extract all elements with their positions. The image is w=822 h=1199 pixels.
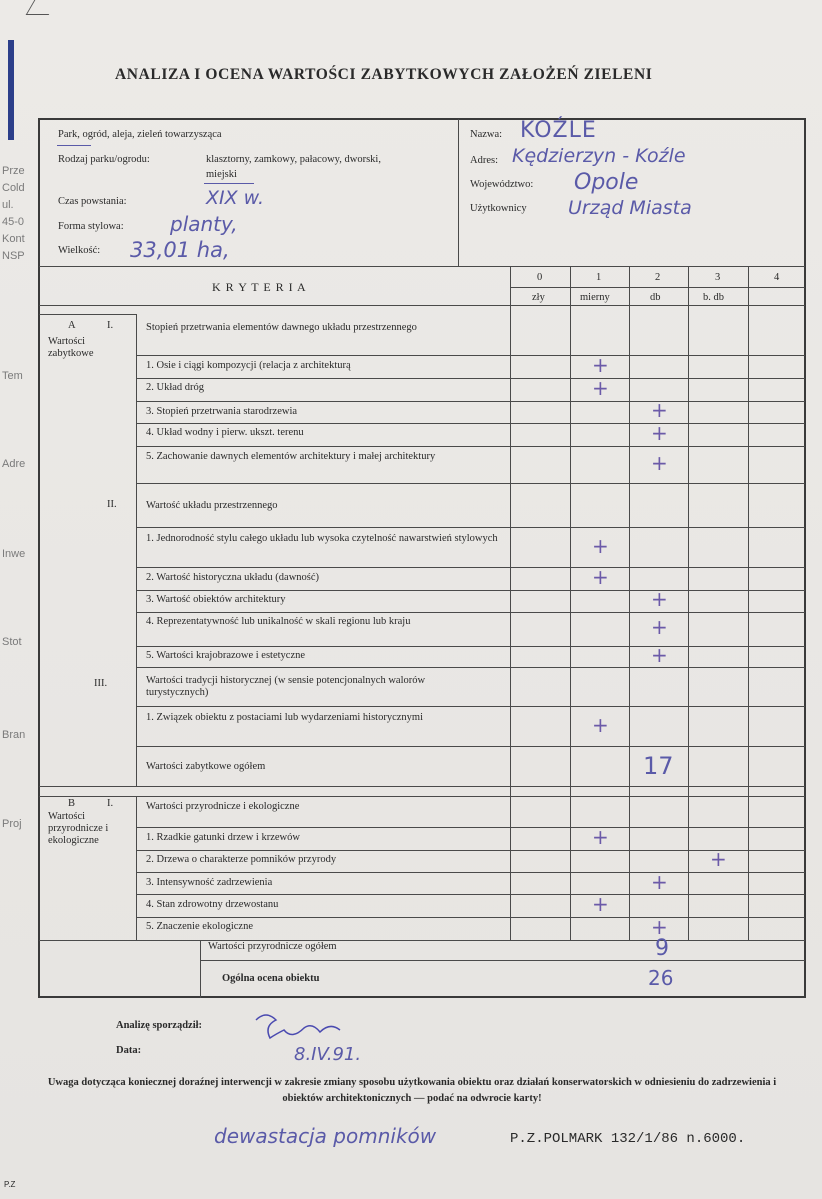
ogolna-left-line <box>200 940 201 998</box>
row-label-b1-2: 2. Drzewa o charakterze pomników przyrody <box>146 854 337 865</box>
row-line <box>136 527 805 528</box>
row-line <box>136 706 805 707</box>
side-text-12: Proj <box>2 818 22 830</box>
side-text-4: 45-0 <box>2 216 25 228</box>
total-a-value: 17 <box>643 752 674 780</box>
row-line <box>136 612 805 613</box>
ogolna-label: Ogólna ocena obiektu <box>222 973 320 984</box>
row-label-b1-5: 5. Znaczenie ekologiczne <box>146 921 253 932</box>
score-mark: + <box>592 565 609 589</box>
section-a-name: Wartości zabytkowe <box>48 336 94 359</box>
side-text-6: NSP <box>2 250 25 262</box>
rodzaj-options: klasztorny, zamkowy, pałacowy, dworski, <box>206 154 381 165</box>
row-label-b1-1: 1. Rzadkie gatunki drzew i krzewów <box>146 832 300 843</box>
wojewodztwo-label: Województwo: <box>470 179 534 190</box>
group3-roman: III. <box>94 678 108 689</box>
data-label: Data: <box>116 1045 142 1056</box>
side-text-11: Bran <box>2 729 26 741</box>
side-text-1: Prze <box>2 165 25 177</box>
row-line <box>136 423 805 424</box>
side-text-10: Stot <box>2 636 22 648</box>
park-label: Park, ogród, aleja, zieleń towarzysząca <box>58 129 222 140</box>
col-line-1 <box>570 266 571 940</box>
row-label-a1-4: 4. Układ wodny i pierw. ukszt. terenu <box>146 427 304 438</box>
score-mark: + <box>592 825 609 849</box>
page-title: ANALIZA I OCENA WARTOŚCI ZABYTKOWYCH ZAŁOŻEŃ ZIELENI <box>115 66 653 83</box>
row-label-a1-5: 5. Zachowanie dawnych elementów architektury i małej architektury <box>146 451 436 462</box>
rodzaj-selected: miejski <box>206 169 237 180</box>
row-label-a2-1: 1. Jednorodność stylu całego układu lub wysoka czytelność nawarstwień stylowych <box>146 533 498 544</box>
row-line <box>200 960 805 961</box>
row-line <box>136 667 805 668</box>
row-line <box>136 827 805 828</box>
section-a-line <box>136 314 137 786</box>
info-divider <box>458 119 459 266</box>
printer-imprint: P.Z.POLMARK 132/1/86 n.6000. <box>510 1131 746 1147</box>
col-line-3 <box>688 266 689 940</box>
czas-label: Czas powstania: <box>58 196 127 207</box>
side-text-7: Tem <box>2 370 23 382</box>
table-top-line <box>39 266 805 267</box>
row-line <box>136 378 805 379</box>
score-mark: + <box>651 587 668 611</box>
row-label-a3-1: 1. Związek obiektu z postaciami lub wydarzeniami historycznymi <box>146 712 423 723</box>
row-label-a1-1: 1. Osie i ciągi kompozycji (relacja z architekturą <box>146 360 351 371</box>
row-line <box>136 872 805 873</box>
scale-mid-line <box>510 287 805 288</box>
row-line <box>136 401 805 402</box>
side-text-5: Kont <box>2 233 25 245</box>
scale-num-3: 3 <box>715 272 721 283</box>
row-line <box>136 917 805 918</box>
row-line <box>136 894 805 895</box>
scale-num-4: 4 <box>774 272 780 283</box>
section-b-top <box>39 796 805 797</box>
uwaga-note: Uwaga dotycząca koniecznej doraźnej interwencji w zakresie zmiany sposobu użytkowania obiektu oraz działań konserwatorskich w odniesieniu do zadrzewienia i obiektów architektonicznych — podać na odwrocie karty! <box>47 1077 777 1104</box>
section-a-letter: A <box>68 320 76 331</box>
score-mark: + <box>651 915 668 939</box>
side-text-8: Adre <box>2 458 26 470</box>
forma-value: planty, <box>170 212 238 236</box>
uzytkownicy-label: Użytkownicy <box>470 203 527 214</box>
scale-num-0: 0 <box>537 272 543 283</box>
section-b-name: Wartości przyrodnicze i ekologiczne <box>48 811 109 846</box>
side-text-9: Inwe <box>2 548 26 560</box>
score-mark: + <box>651 870 668 894</box>
uzytkownicy-value: Urząd Miasta <box>568 197 692 219</box>
row-label-a1-2: 2. Układ dróg <box>146 382 205 393</box>
score-mark: + <box>592 534 609 558</box>
side-text-3: ul. <box>2 199 14 211</box>
section-a-top <box>39 314 136 315</box>
col-line-2 <box>629 266 630 940</box>
rodzaj-label: Rodzaj parku/ogrodu: <box>58 154 150 165</box>
row-label-a2-3: 3. Wartość obiektów architektury <box>146 594 286 605</box>
nazwa-label: Nazwa: <box>470 129 503 140</box>
section-b-line <box>136 796 137 940</box>
row-line <box>136 850 805 851</box>
row-line <box>136 446 805 447</box>
total-a-label: Wartości zabytkowe ogółem <box>146 761 266 772</box>
row-label-a2-4: 4. Reprezentatywność lub unikalność w skali regionu lub kraju <box>146 616 411 627</box>
group3-title: Wartości tradycji historycznej (w sensie potencjonalnych walorów turystycznych) <box>146 675 426 698</box>
row-label-a1-3: 3. Stopień przetrwania starodrzewia <box>146 406 298 417</box>
row-label-a2-5: 5. Wartości krajobrazowe i estetyczne <box>146 650 306 661</box>
section-a-bottom <box>39 786 805 787</box>
scale-num-2: 2 <box>655 272 661 283</box>
row-label-b1-4: 4. Stan zdrowotny drzewostanu <box>146 899 279 910</box>
ogolna-value: 26 <box>648 966 674 990</box>
section-b-letter: B <box>68 798 76 809</box>
section-b-roman: I. <box>107 798 114 809</box>
row-line <box>136 483 805 484</box>
rodzaj-underline <box>204 183 254 184</box>
score-mark: + <box>592 353 609 377</box>
scale-word-2: db <box>650 292 661 303</box>
handwritten-note: dewastacja pomników <box>214 1124 437 1148</box>
score-mark: + <box>651 451 668 475</box>
wielkosc-value: 33,01 ha, <box>130 238 230 262</box>
score-mark: + <box>592 713 609 737</box>
data-value: 8.IV.91. <box>294 1044 362 1065</box>
scale-word-1: mierny <box>580 292 610 303</box>
row-line <box>136 590 805 591</box>
binder-mark <box>8 40 24 140</box>
total-b-value: 9 <box>655 936 669 961</box>
nazwa-value: KOŹLE <box>520 118 597 143</box>
group1-title: Stopień przetrwania elementów dawnego układu przestrzennego <box>146 322 417 333</box>
analize-label: Analizę sporządził: <box>116 1020 203 1031</box>
czas-value: XIX w. <box>206 187 265 209</box>
row-line <box>136 646 805 647</box>
scale-word-0: zły <box>532 292 545 303</box>
row-line <box>136 355 805 356</box>
table-header-bottom <box>39 305 805 306</box>
park-underline <box>57 145 91 146</box>
corner-mark: P.Z <box>4 1180 16 1189</box>
row-line <box>39 940 805 941</box>
col-line-0 <box>510 266 511 940</box>
kryteria-label: K R Y T E R I A <box>212 280 307 294</box>
wielkosc-label: Wielkość: <box>58 245 101 256</box>
side-text-2: Cold <box>2 182 25 194</box>
section-a-roman: I. <box>107 320 114 331</box>
score-mark: + <box>651 398 668 422</box>
score-mark: + <box>651 643 668 667</box>
adres-value: Kędzierzyn - Koźle <box>512 145 686 167</box>
score-mark: + <box>651 421 668 445</box>
row-line <box>136 567 805 568</box>
scale-word-3: b. db <box>703 292 724 303</box>
row-label-b1-3: 3. Intensywność zadrzewienia <box>146 877 273 888</box>
forma-label: Forma stylowa: <box>58 221 124 232</box>
score-mark: + <box>710 847 727 871</box>
adres-label: Adres: <box>470 155 498 166</box>
row-line <box>136 746 805 747</box>
score-mark: + <box>592 892 609 916</box>
signature <box>248 1006 368 1046</box>
col-line-4 <box>748 266 749 940</box>
score-mark: + <box>592 376 609 400</box>
group-b-title: Wartości przyrodnicze i ekologiczne <box>146 801 300 812</box>
group2-title: Wartość układu przestrzennego <box>146 500 278 511</box>
score-mark: + <box>651 615 668 639</box>
group2-roman: II. <box>107 499 117 510</box>
total-b-label: Wartości przyrodnicze ogółem <box>208 941 337 952</box>
row-label-a2-2: 2. Wartość historyczna układu (dawność) <box>146 572 320 583</box>
punch-mark <box>26 0 58 15</box>
scale-num-1: 1 <box>596 272 602 283</box>
wojewodztwo-value: Opole <box>574 170 639 195</box>
